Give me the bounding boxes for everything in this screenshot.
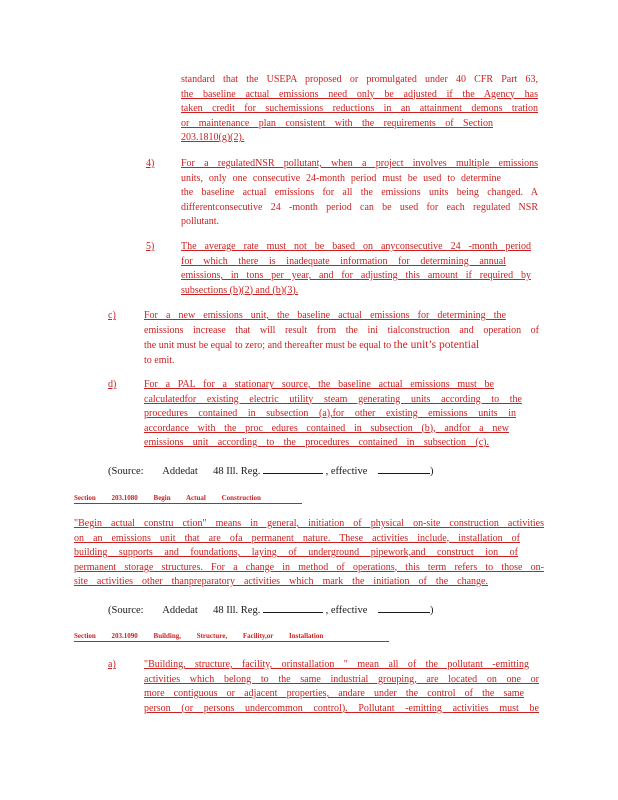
heading-underline <box>74 503 302 504</box>
text-line <box>144 338 539 354</box>
source-close: ) <box>429 466 434 477</box>
heading-underline <box>74 641 389 642</box>
text-span: the unit’s potential <box>393 339 480 351</box>
item-5-marker: 5) <box>146 241 155 252</box>
source-open: (Source: <box>108 466 144 477</box>
text-line: pollutant. <box>181 216 220 227</box>
text-line: 203.1810(g)(2). <box>181 132 245 143</box>
text-line: emissions increase that will result from the ini tialconstruction and operation of <box>144 324 539 336</box>
text-line: the baseline actual emissions for all the emissions units being changed. A <box>181 187 538 198</box>
reg-blank <box>263 462 323 474</box>
item-c-marker: c) <box>108 310 116 321</box>
text-line: activities which belong to the same industrial grouping, are located on one or <box>144 673 539 685</box>
text-line: standard that the USEPA proposed or promulgated under 40 CFR Part 63, <box>181 74 538 85</box>
text-line: or maintenance plan consistent with the requirements of Section <box>181 117 493 129</box>
text-line: The average rate must not be based on anyconsecutive 24 -month period <box>181 241 531 252</box>
item-a-marker: a) <box>108 659 116 670</box>
text-line: taken credit for suchemissions reductions in an attainment demons tration <box>181 103 538 114</box>
text-line: emissions unit according to the procedures contained in subsection (c). <box>144 437 489 448</box>
source-note <box>108 601 433 619</box>
text-line: person (or persons undercommon control). Pollutant -emitting activities must be <box>144 702 539 714</box>
text-line: calculatedfor existing electric utility steam generating units according to the <box>144 393 522 405</box>
text-line: the baseline actual emissions need only be adjusted if the Agency has <box>181 88 538 100</box>
item-5-text <box>181 240 531 298</box>
source-close: ) <box>429 605 434 616</box>
text-line: site activities other thanpreparatory activities which mark the initiation of the change. <box>74 576 488 587</box>
source-added: Addedat <box>162 466 198 477</box>
section-heading: Section 203.1080 Begin Actual Construction <box>74 494 261 502</box>
section-1080-body <box>74 517 544 590</box>
text-line: "Begin actual constru ction" means in general, initiation of physical on-site construction activities <box>74 518 544 529</box>
source-effective: , effective <box>325 605 368 616</box>
item-d-text <box>144 378 522 451</box>
text-line: for which there is inadequate information for determining annual <box>181 255 506 267</box>
text-line: procedures contained in subsection (a),for other existing emissions units in <box>144 408 516 419</box>
item-d-marker: d) <box>108 379 117 390</box>
section-heading: Section 203.1090 Building, Structure, Facility,or Installation <box>74 632 324 640</box>
source-reg: 48 Ill. Reg. <box>213 605 261 616</box>
text-line: building supports and foundations, laying of underground pipework,and construct ion of <box>74 547 518 558</box>
text-line: For a regulatedNSR pollutant, when a project involves multiple emissions <box>181 158 538 169</box>
source-note <box>108 462 433 480</box>
source-reg: 48 Ill. Reg. <box>213 466 261 477</box>
text-line: subsections (b)(2) and (b)(3). <box>181 284 299 296</box>
source-open: (Source: <box>108 605 144 616</box>
effective-blank <box>378 601 430 613</box>
text-line: on an emissions unit that are ofa permanent nature. These activities include, installation of <box>74 532 520 544</box>
item-a-text <box>144 658 539 716</box>
text-line: more contiguous or adjacent properties, andare under the control of the same <box>144 688 524 699</box>
source-effective: , effective <box>325 466 368 477</box>
text-line: accordance with the proc edures contained in subsection (b), andfor a new <box>144 422 509 434</box>
text-line: permanent storage structures. For a change in method of operations, this term refers to those on- <box>74 561 544 573</box>
text-span: the unit must be equal to zero; and thereafter must be equal to <box>144 340 392 351</box>
item-4-text <box>181 157 538 230</box>
text-line: For a PAL for a stationary source, the baseline actual emissions must be <box>144 379 494 390</box>
reg-blank <box>263 601 323 613</box>
text-line: differentconsecutive 24 -month period can be used for each regulated NSR <box>181 201 538 213</box>
text-line: to emit. <box>144 354 175 366</box>
item-4-marker: 4) <box>146 158 155 169</box>
text-line: For a new emissions unit, the baseline actual emissions for determining the <box>144 310 506 321</box>
text-line: emissions, in tons per year, and for adjusting this amount if required by <box>181 270 531 281</box>
text-line: "Building, structure, facility, orinstallation " mean all of the pollutant -emitting <box>144 659 529 670</box>
source-added: Addedat <box>162 605 198 616</box>
item-c-text <box>144 309 539 368</box>
text-line: units, only one consecutive 24-month period must be used to determine <box>181 172 501 184</box>
effective-blank <box>378 462 430 474</box>
item-3-continuation <box>181 73 538 146</box>
